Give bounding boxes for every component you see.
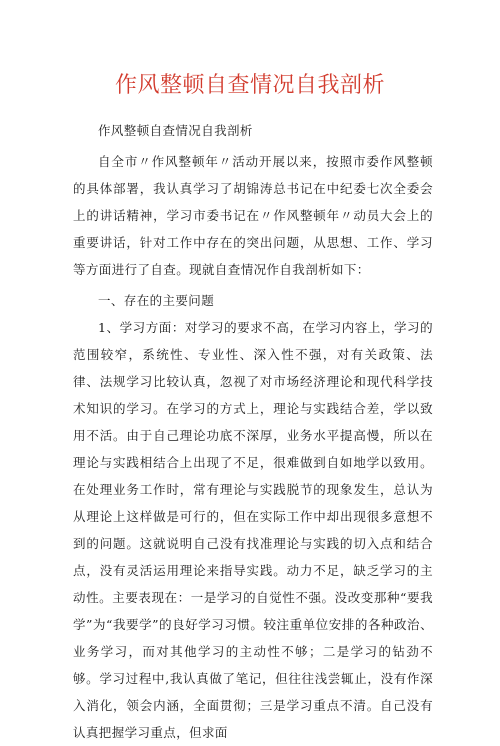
- document-title: 作风整顿自查情况自我剖析: [114, 73, 385, 98]
- intro-paragraph: 自全市〃作风整顿年〃活动开展以来，按照市委作风整顿的具体部署，我认真学习了胡锦涛总书记在中纪委七次全委会上的讲话精神，学习市委书记在〃作风整顿年〃动员大会上的重要讲话，针对工作中存在的突出问题，从思想、工作、学习等方面进行了自查。现就自查情况作自我剖析如下：: [73, 154, 433, 277]
- document-body: [73, 117, 433, 746]
- document-subtitle: 作风整顿自查情况自我剖析: [98, 123, 253, 138]
- point-paragraph: 1、学习方面：对学习的要求不高，在学习内容上，学习的范围较窄，系统性、专业性、深入性不强，对有关政策、法律、法规学习比较认真，忽视了对市场经济理论和现代科学技术知识的学习。在学习的方式上，理论与实践结合差，学以致用不活。由于自己理论功底不深厚，业务水平提高慢，所以在理论与实践相结合上出现了不足，很难做到自如地学以致用。在处理业务工作时，常有理论与实践脱节的现象发生，总认为从理论上这样做是可行的，但在实际工作中却出现很多意想不到的问题。这就说明自己没有找准理论与实践的切入点和结合点，没有灵活运用理论来指导实践。动力不足，缺乏学习的主动性。主要表现在：一是学习的自觉性不强。没改变那种“要我学”为“我要学”的良好学习习惯。较注重单位安排的各种政治、业务学习，而对其他学习的主动性不够；二是学习的钻劲不够。学习过程中,我认真做了笔记，但往往浅尝辄止，没有作深入消化，领会内涵，全面贯彻；三是学习重点不清。自己没有认真把握学习重点，但求面: [73, 320, 433, 740]
- section-heading: 一、存在的主要问题: [98, 293, 215, 308]
